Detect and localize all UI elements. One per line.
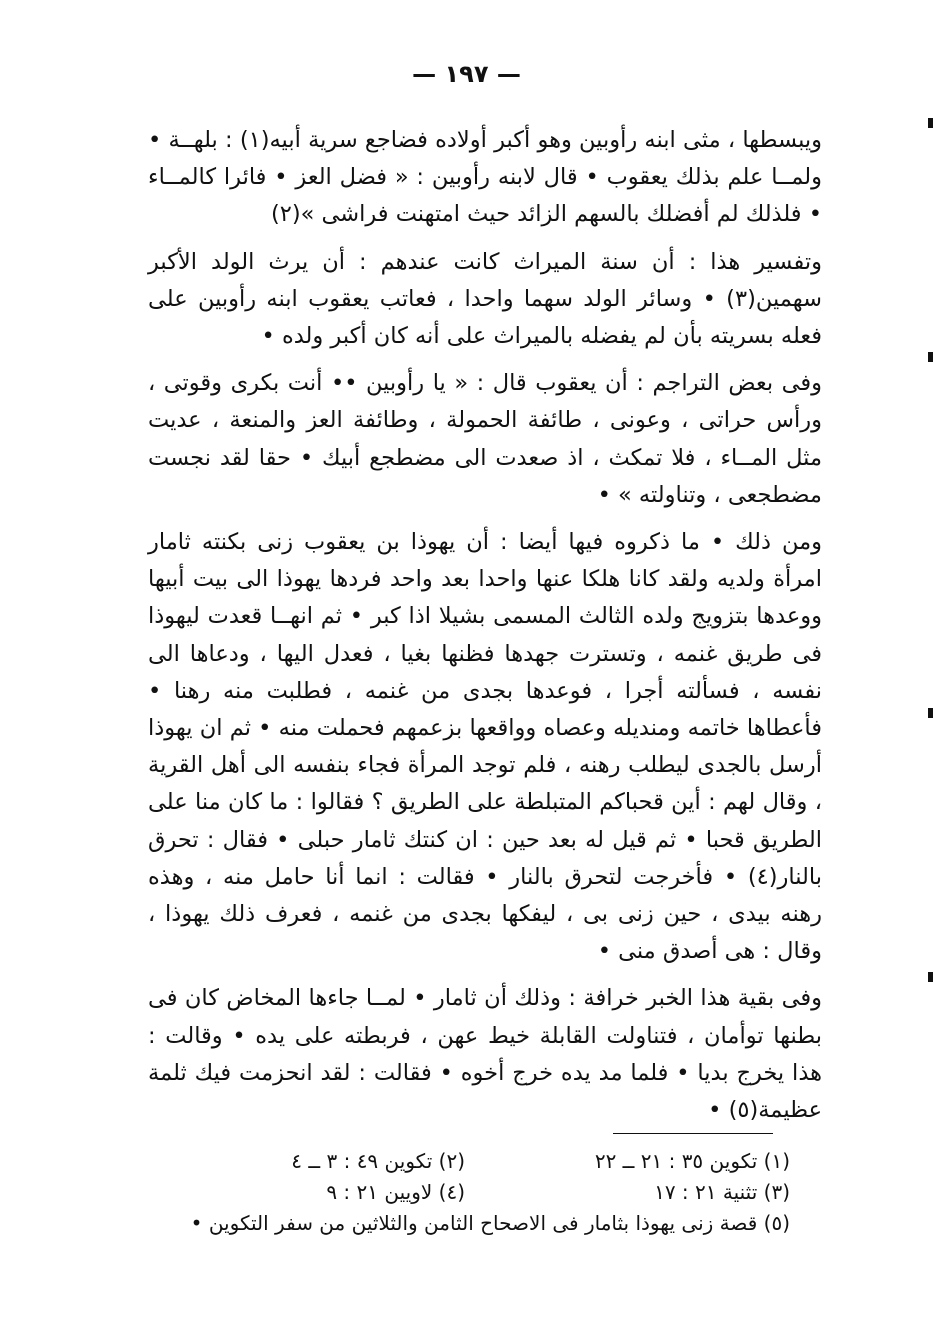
footnote-3: (٣) تثنية ٢١ : ١٧	[654, 1180, 790, 1204]
paragraph-1: ويبسطها ، مثى ابنه رأوبين وهو أكبر أولاده فضاجع سرية أبيه(١) : بلهــة • ولمــا علم بذلك يعقوب • قال لابنه رأوبين : « فضل العز • فائرا كالمــاء • فلذلك لم أفضلك بالسهم الزائد حيث امتهنت فراشى »(٢)	[148, 127, 822, 228]
footnote-1: (١) تكوين ٣٥ : ٢١ ــ ٢٢	[594, 1149, 790, 1173]
edge-mark	[928, 708, 933, 718]
footnote-row	[150, 1146, 790, 1177]
footnote-divider	[613, 1133, 773, 1134]
paragraph-3: وفى بعض التراجم : أن يعقوب قال : « يا رأوبين •• أنت بكرى وقوتى ، ورأس حراتى ، وعونى ، طائفة الحمولة ، وطائفة العز والمنعة ، عديت مثل المــاء ، فلا تمكث ، اذ صعدت الى مضطجع أبيك • حقا لقد نجست مضطجعى ، وتناولته » •	[148, 370, 822, 508]
edge-mark	[928, 352, 933, 362]
paragraph-5: وفى بقية هذا الخبر خرافة : وذلك أن ثامار • لمــا جاءها المخاض كان فى بطنها توأمان ، فتناولت القابلة خيط عهن ، فربطته على يده • وقالت : هذا يخرج بديا • فلما مد يده خرج أخوه • فقالت : لقد انحزمت فيك ثلمة عظيمة(٥) •	[148, 985, 822, 1124]
edge-mark	[928, 118, 933, 128]
page-number: — ١٩٧ —	[412, 60, 521, 88]
footnotes	[150, 1146, 790, 1239]
body-text	[148, 122, 822, 1129]
paragraph-2: وتفسير هذا : أن سنة الميراث كانت عندهم : أن يرث الولد الأكبر سهمين(٣) • وسائر الولد سهما واحدا ، فعاتب يعقوب ابنه رأوبين على فعله بسريته بأن لم يفضله بالميراث على أنه كان أكبر ولده •	[148, 248, 822, 350]
footnote-row	[150, 1177, 790, 1208]
edge-mark	[928, 972, 933, 982]
paragraph-4: ومن ذلك • ما ذكروه فيها أيضا : أن يهوذا بن يعقوب زنى بكنته ثامار امرأة ولديه ولقد كانا هلكا عنها واحدا بعد واحد فردها يهوذا الى بيت أبيها ووعدها بتزويج ولده الثالث المسمى بشيلا اذا كبر • ثم انهــا قعدت ليهوذا فى طريق غنمه ، وتسترت جهدها فظنها بغيا ، فعدل اليها ، ودعاها الى نفسه ، فسألته أجرا ، فوعدها بجدى من غنمه ، فطلبت منه رهنا • فأعطاها خاتمه ومنديله وعصاه وواقعها بزعمهم فحملت منه • ثم ان يهوذا أرسل بالجدى ليطلب رهنه ، فلم توجد المرأة فجاء بنفسه الى أهل القرية ، وقال لهم : أين قحباكم المتبلطة على الطريق ؟ فقالوا : ما كان منا على الطريق قحبا • ثم قيل له بعد حين : ان كنتك ثامار حبلى • فقال : تحرق بالنار(٤) • فأخرجت لتحرق بالنار • فقالت : انما أنا حامل منه ، وهذه رهنه بيدى ، حين زنى بى ، ليفكها بجدى من غنمه ، فعرف ذلك يهوذا ، وقال : هى أصدق منى •	[148, 529, 822, 965]
footnote-4: (٤) لاويين ٢١ : ٩	[326, 1180, 465, 1204]
footnote-5: (٥) قصة زنى يهوذا بثامار فى الاصحاح الثامن والثلاثين من سفر التكوين •	[190, 1211, 790, 1235]
footnote-2: (٢) تكوين ٤٩ : ٣ ــ ٤	[291, 1149, 465, 1173]
